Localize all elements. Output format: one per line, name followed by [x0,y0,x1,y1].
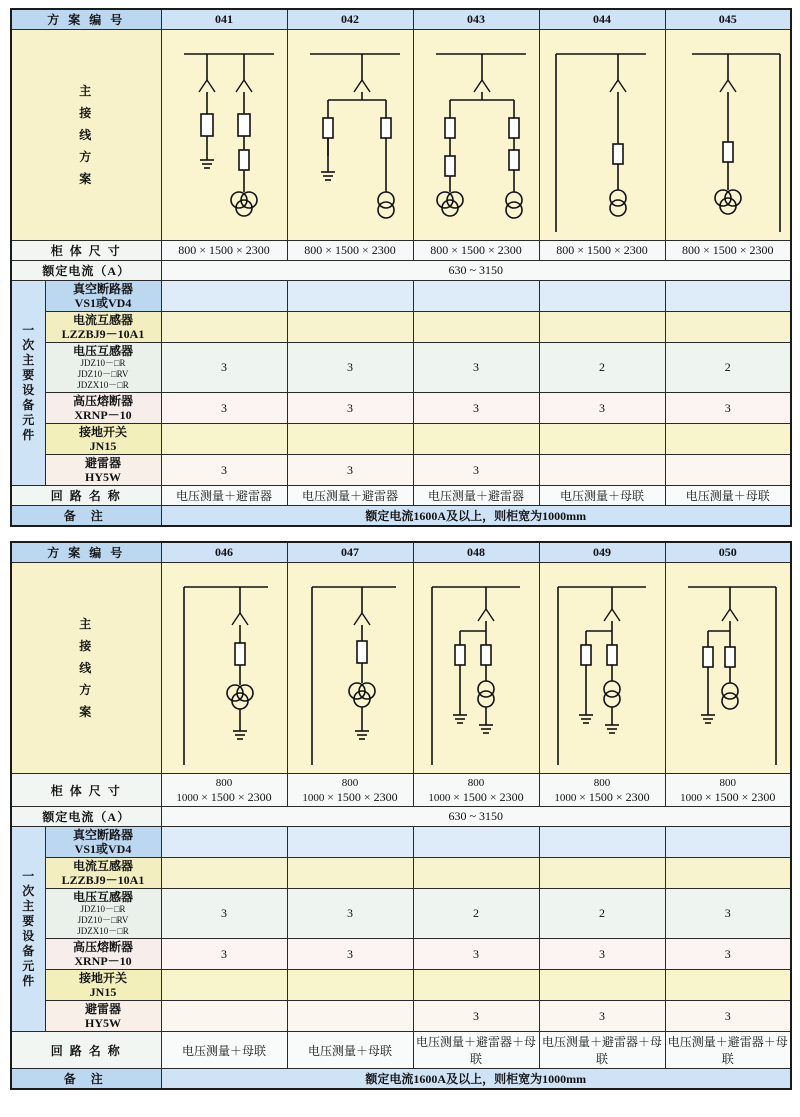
equipment-row-fuse [11,393,791,424]
group-label-char: 备 [22,398,35,412]
scheme-number: 043 [413,9,539,30]
equipment-qty: 3 [413,1001,539,1032]
group-label-char: 一 [22,869,35,883]
equipment-qty [413,424,539,455]
scheme-number: 049 [539,542,665,563]
diagram-label-char: 线 [79,661,94,675]
note-row [11,1069,791,1090]
equipment-model: JN15 [89,985,117,999]
equipment-qty [413,312,539,343]
equipment-qty [287,281,413,312]
group-label-char: 主 [22,353,35,367]
loop-name-label: 回 路 名 称 [11,1032,161,1069]
loop-name-value: 电压测量＋避雷器 [161,486,287,506]
scheme-number: 048 [413,542,539,563]
equipment-qty [413,827,539,858]
equipment-model: LZZBJ9－10A1 [61,873,145,887]
loop-name-value: 电压测量＋避雷器＋母联 [539,1032,665,1069]
circuit-diagram-045 [665,30,791,241]
scheme-number: 047 [287,542,413,563]
group-label-char: 件 [22,428,35,442]
equipment-qty: 3 [665,889,791,939]
equipment-qty: 3 [287,343,413,393]
circuit-diagram-050 [665,563,791,774]
equipment-model: JN15 [89,439,117,453]
equipment-qty [539,827,665,858]
equipment-model-sub: JDZ10－□R JDZ10－□RV JDZX10－□R [77,358,129,390]
width-1000: 1000 [302,792,325,804]
scheme-number: 044 [539,9,665,30]
equipment-name: 真空断路器 [73,282,134,296]
loop-name-label: 回 路 名 称 [11,486,161,506]
diagram-label-char: 接 [79,106,94,120]
group-label-char: 要 [22,914,35,928]
size-suffix: × 1500 × 2300 [704,790,776,804]
equipment-name-fuse [45,939,161,970]
equipment-qty: 3 [539,1001,665,1032]
equipment-row-breaker [11,281,791,312]
cabinet-size-value: 800 × 1500 × 2300 [539,241,665,261]
header-label: 方 案 编 号 [11,542,161,563]
equipment-name-pt [45,343,161,393]
equipment-row-pt [11,889,791,939]
equipment-qty [161,827,287,858]
equipment-qty: 3 [287,455,413,486]
equipment-name: 电压互感器 [73,344,134,358]
equipment-qty [413,970,539,1001]
loop-name-value: 电压测量＋避雷器 [413,486,539,506]
circuit-diagram-041 [161,30,287,241]
equipment-qty: 3 [161,343,287,393]
equipment-qty [287,424,413,455]
equipment-qty [161,858,287,889]
width-800: 800 [719,777,737,789]
equipment-qty: 2 [539,343,665,393]
circuit-diagram-049 [539,563,665,774]
scheme-number: 050 [665,542,791,563]
loop-name-row [11,1032,791,1069]
circuit-diagram-046 [161,563,287,774]
equipment-name-pt [45,889,161,939]
circuit-diagram-048 [413,563,539,774]
table-header-row [11,542,791,563]
cabinet-size-label: 柜 体 尺 寸 [11,241,161,261]
circuit-diagram-044 [539,30,665,241]
equipment-qty: 3 [161,393,287,424]
equipment-name: 真空断路器 [73,828,134,842]
equipment-name-ct [45,858,161,889]
equipment-qty: 3 [287,889,413,939]
equipment-qty [539,970,665,1001]
equipment-name-breaker [45,281,161,312]
equipment-name: 高压熔断器 [73,940,134,954]
width-1000: 1000 [680,792,703,804]
equipment-row-earthing [11,970,791,1001]
equipment-qty [665,455,791,486]
note-label: 备 注 [11,1069,161,1090]
size-suffix: × 1500 × 2300 [327,790,398,804]
diagram-row [11,30,791,241]
equipment-qty: 2 [413,889,539,939]
loop-name-value: 电压测量＋母联 [665,486,791,506]
equipment-qty [413,858,539,889]
header-label: 方 案 编 号 [11,9,161,30]
loop-name-value: 电压测量＋避雷器 [287,486,413,506]
equipment-qty: 3 [161,889,287,939]
equipment-qty [665,827,791,858]
group-label-char: 元 [22,413,35,427]
note-row [11,506,791,527]
equipment-name: 接地开关 [79,425,128,439]
scheme-number: 041 [161,9,287,30]
width-800: 800 [215,777,233,789]
rated-current-row [11,261,791,281]
size-suffix: × 1500 × 2300 [201,790,272,804]
equipment-model: HY5W [85,1016,121,1030]
group-label-char: 设 [22,383,35,397]
diagram-label-char: 方 [79,683,94,697]
scheme-number: 046 [161,542,287,563]
equipment-qty [287,970,413,1001]
diagram-row-label [11,30,161,241]
equipment-qty: 3 [413,939,539,970]
cabinet-size-value [413,774,539,807]
loop-name-row [11,486,791,506]
circuit-diagram-047 [287,563,413,774]
loop-name-value: 电压测量＋母联 [539,486,665,506]
equipment-row-ct [11,858,791,889]
loop-name-value: 电压测量＋母联 [161,1032,287,1069]
equipment-qty [287,1001,413,1032]
equipment-qty: 3 [287,393,413,424]
equipment-row-pt [11,343,791,393]
equipment-qty [665,312,791,343]
equipment-qty: 3 [287,939,413,970]
equipment-name: 高压熔断器 [73,394,134,408]
scheme-table-046-050 [10,541,792,1090]
width-800: 800 [341,777,359,789]
diagram-label-char: 接 [79,639,94,653]
width-1000: 1000 [428,792,451,804]
rated-current-row [11,807,791,827]
rated-current-label: 额定电流（A） [11,261,161,281]
circuit-diagram-042 [287,30,413,241]
width-800: 800 [593,777,611,789]
equipment-qty: 3 [161,939,287,970]
equipment-qty: 3 [665,1001,791,1032]
equipment-name: 电流互感器 [73,313,134,327]
diagram-row [11,563,791,774]
equipment-row-arrester [11,455,791,486]
cabinet-size-value [161,774,287,807]
equipment-qty [161,281,287,312]
primary-equipment-group-label [11,281,45,486]
equipment-model-sub: JDZ10－□R JDZ10－□RV JDZX10－□R [77,904,129,936]
group-label-char: 主 [22,899,35,913]
cabinet-size-label: 柜 体 尺 寸 [11,774,161,807]
equipment-row-fuse [11,939,791,970]
rated-current-label: 额定电流（A） [11,807,161,827]
equipment-qty [539,424,665,455]
diagram-label-char: 主 [79,84,94,98]
size-suffix: × 1500 × 2300 [453,790,524,804]
equipment-qty [161,312,287,343]
note-label: 备 注 [11,506,161,527]
equipment-qty [665,281,791,312]
equipment-name-fuse [45,393,161,424]
equipment-qty: 3 [413,343,539,393]
equipment-qty [413,281,539,312]
equipment-row-ct [11,312,791,343]
group-label-char: 设 [22,929,35,943]
group-label-char: 件 [22,974,35,988]
equipment-model: VS1或VD4 [74,842,132,856]
diagram-label-char: 方 [79,150,94,164]
note-value: 额定电流1600A及以上，则柜宽为1000mm [161,1069,791,1090]
equipment-qty [287,312,413,343]
scheme-table-041-045 [10,8,792,527]
equipment-qty [539,312,665,343]
diagram-label-char: 案 [79,172,94,186]
equipment-qty: 3 [665,393,791,424]
equipment-qty: 3 [539,393,665,424]
equipment-qty [287,858,413,889]
equipment-qty: 2 [665,343,791,393]
equipment-name-breaker [45,827,161,858]
equipment-qty [665,424,791,455]
equipment-qty [665,970,791,1001]
equipment-qty [161,970,287,1001]
group-label-char: 一 [22,323,35,337]
group-label-char: 元 [22,959,35,973]
equipment-qty: 3 [161,455,287,486]
cabinet-size-value: 800 × 1500 × 2300 [665,241,791,261]
scheme-number: 045 [665,9,791,30]
loop-name-value: 电压测量＋母联 [287,1032,413,1069]
equipment-row-earthing [11,424,791,455]
cabinet-size-value: 800 × 1500 × 2300 [161,241,287,261]
equipment-qty [665,858,791,889]
equipment-name-earthing-switch [45,424,161,455]
equipment-row-breaker [11,827,791,858]
rated-current-value: 630 ~ 3150 [161,261,791,281]
equipment-qty [161,1001,287,1032]
equipment-name: 电压互感器 [73,890,134,904]
circuit-diagram-043 [413,30,539,241]
diagram-label-char: 主 [79,617,94,631]
width-1000: 1000 [554,792,577,804]
group-label-char: 备 [22,944,35,958]
equipment-model: XRNP－10 [74,954,132,968]
equipment-model: VS1或VD4 [74,296,132,310]
width-800: 800 [467,777,485,789]
equipment-row-arrester [11,1001,791,1032]
equipment-model: XRNP－10 [74,408,132,422]
scheme-number: 042 [287,9,413,30]
equipment-name: 避雷器 [85,1002,122,1016]
equipment-qty: 2 [539,889,665,939]
cabinet-size-value [665,774,791,807]
cabinet-size-value [287,774,413,807]
group-label-char: 次 [22,884,35,898]
equipment-name-ct [45,312,161,343]
equipment-name-earthing-switch [45,970,161,1001]
equipment-model: HY5W [85,470,121,484]
primary-equipment-group-label [11,827,45,1032]
size-suffix: × 1500 × 2300 [579,790,650,804]
equipment-qty: 3 [413,455,539,486]
rated-current-value: 630 ~ 3150 [161,807,791,827]
equipment-qty [539,455,665,486]
equipment-qty: 3 [665,939,791,970]
loop-name-value: 电压测量＋避雷器＋母联 [665,1032,791,1069]
cabinet-size-value [539,774,665,807]
equipment-qty: 3 [413,393,539,424]
equipment-qty: 3 [539,939,665,970]
cabinet-size-value: 800 × 1500 × 2300 [287,241,413,261]
equipment-name: 电流互感器 [73,859,134,873]
width-1000: 1000 [176,792,199,804]
loop-name-value: 电压测量＋避雷器＋母联 [413,1032,539,1069]
cabinet-size-value: 800 × 1500 × 2300 [413,241,539,261]
table-header-row [11,9,791,30]
cabinet-size-row [11,774,791,807]
equipment-name: 接地开关 [79,971,128,985]
equipment-name-arrester [45,1001,161,1032]
diagram-label-char: 案 [79,705,94,719]
note-value: 额定电流1600A及以上，则柜宽为1000mm [161,506,791,527]
equipment-qty [161,424,287,455]
equipment-name-arrester [45,455,161,486]
equipment-qty [539,281,665,312]
diagram-row-label [11,563,161,774]
diagram-label-char: 线 [79,128,94,142]
group-label-char: 要 [22,368,35,382]
cabinet-size-row [11,241,791,261]
equipment-qty [539,858,665,889]
equipment-model: LZZBJ9－10A1 [61,327,145,341]
equipment-name: 避雷器 [85,456,122,470]
equipment-qty [287,827,413,858]
group-label-char: 次 [22,338,35,352]
